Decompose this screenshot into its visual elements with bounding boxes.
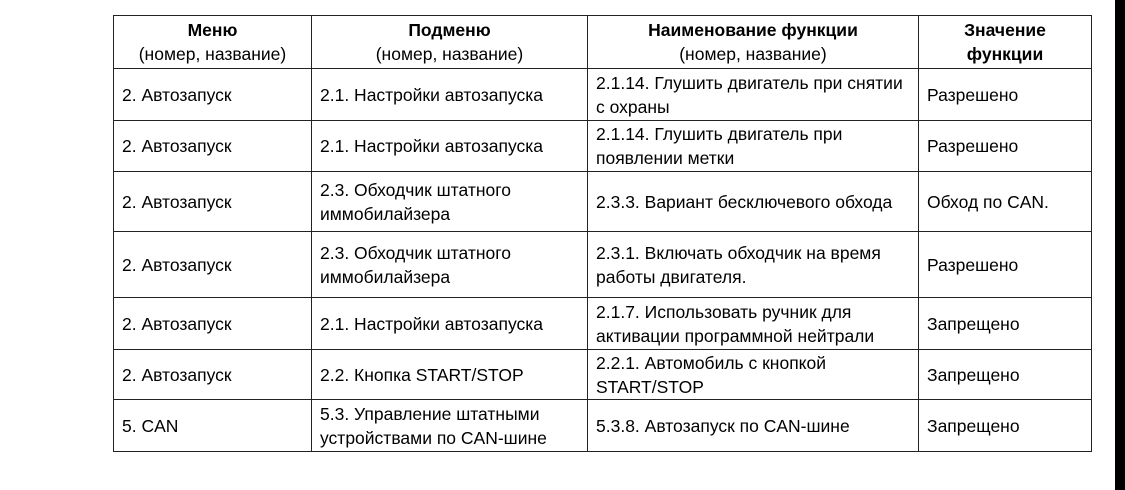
header-submenu-sub: (номер, название) bbox=[375, 44, 524, 64]
cell-value: Обход по CAN. bbox=[919, 172, 1092, 232]
cell-function: 2.2.1. Автомобиль с кнопкой START/STOP bbox=[588, 350, 919, 400]
table-row bbox=[114, 121, 1092, 172]
table-row bbox=[114, 69, 1092, 121]
cell-menu: 2. Автозапуск bbox=[114, 69, 312, 121]
cell-menu: 2. Автозапуск bbox=[114, 350, 312, 400]
header-menu-title: Меню bbox=[187, 20, 238, 40]
table-row bbox=[114, 172, 1092, 232]
cell-submenu: 5.3. Управление штатными устройствами по CAN-шине bbox=[312, 400, 588, 452]
cell-submenu: 2.3. Обходчик штатного иммобилайзера bbox=[312, 172, 588, 232]
cell-value: Разрешено bbox=[919, 232, 1092, 298]
cell-menu: 2. Автозапуск bbox=[114, 172, 312, 232]
cell-submenu: 2.1. Настройки автозапуска bbox=[312, 298, 588, 350]
cell-submenu: 2.3. Обходчик штатного иммобилайзера bbox=[312, 232, 588, 298]
cell-submenu: 2.1. Настройки автозапуска bbox=[312, 121, 588, 172]
cell-function: 2.1.14. Глушить двигатель при появлении метки bbox=[588, 121, 919, 172]
cell-menu: 2. Автозапуск bbox=[114, 121, 312, 172]
header-function bbox=[588, 16, 919, 69]
cell-function: 2.3.1. Включать обходчик на время работы двигателя. bbox=[588, 232, 919, 298]
header-submenu bbox=[312, 16, 588, 69]
cell-submenu: 2.1. Настройки автозапуска bbox=[312, 69, 588, 121]
settings-table bbox=[113, 15, 1092, 452]
header-menu-sub: (номер, название) bbox=[138, 44, 287, 64]
cell-value: Разрешено bbox=[919, 69, 1092, 121]
cell-function: 2.1.14. Глушить двигатель при снятии с охраны bbox=[588, 69, 919, 121]
cell-value: Запрещено bbox=[919, 298, 1092, 350]
cell-menu: 2. Автозапуск bbox=[114, 298, 312, 350]
header-value bbox=[919, 16, 1092, 69]
table-row bbox=[114, 400, 1092, 452]
cell-menu: 2. Автозапуск bbox=[114, 232, 312, 298]
header-function-sub: (номер, название) bbox=[679, 44, 827, 64]
cell-submenu: 2.2. Кнопка START/STOP bbox=[312, 350, 588, 400]
cell-function: 2.3.3. Вариант бесключевого обхода bbox=[588, 172, 919, 232]
cell-value: Запрещено bbox=[919, 400, 1092, 452]
table-row bbox=[114, 232, 1092, 298]
header-value-title: Значение функции bbox=[964, 20, 1046, 64]
header-function-title: Наименование функции bbox=[648, 20, 858, 40]
table-row bbox=[114, 298, 1092, 350]
cell-function: 5.3.8. Автозапуск по CAN-шине bbox=[588, 400, 919, 452]
cell-value: Запрещено bbox=[919, 350, 1092, 400]
right-edge-bar bbox=[1115, 0, 1125, 490]
header-menu bbox=[114, 16, 312, 69]
cell-function: 2.1.7. Использовать ручник для активации программной нейтрали bbox=[588, 298, 919, 350]
cell-menu: 5. CAN bbox=[114, 400, 312, 452]
header-submenu-title: Подменю bbox=[408, 20, 491, 40]
table-header-row bbox=[114, 16, 1092, 69]
table-row bbox=[114, 350, 1092, 400]
cell-value: Разрешено bbox=[919, 121, 1092, 172]
